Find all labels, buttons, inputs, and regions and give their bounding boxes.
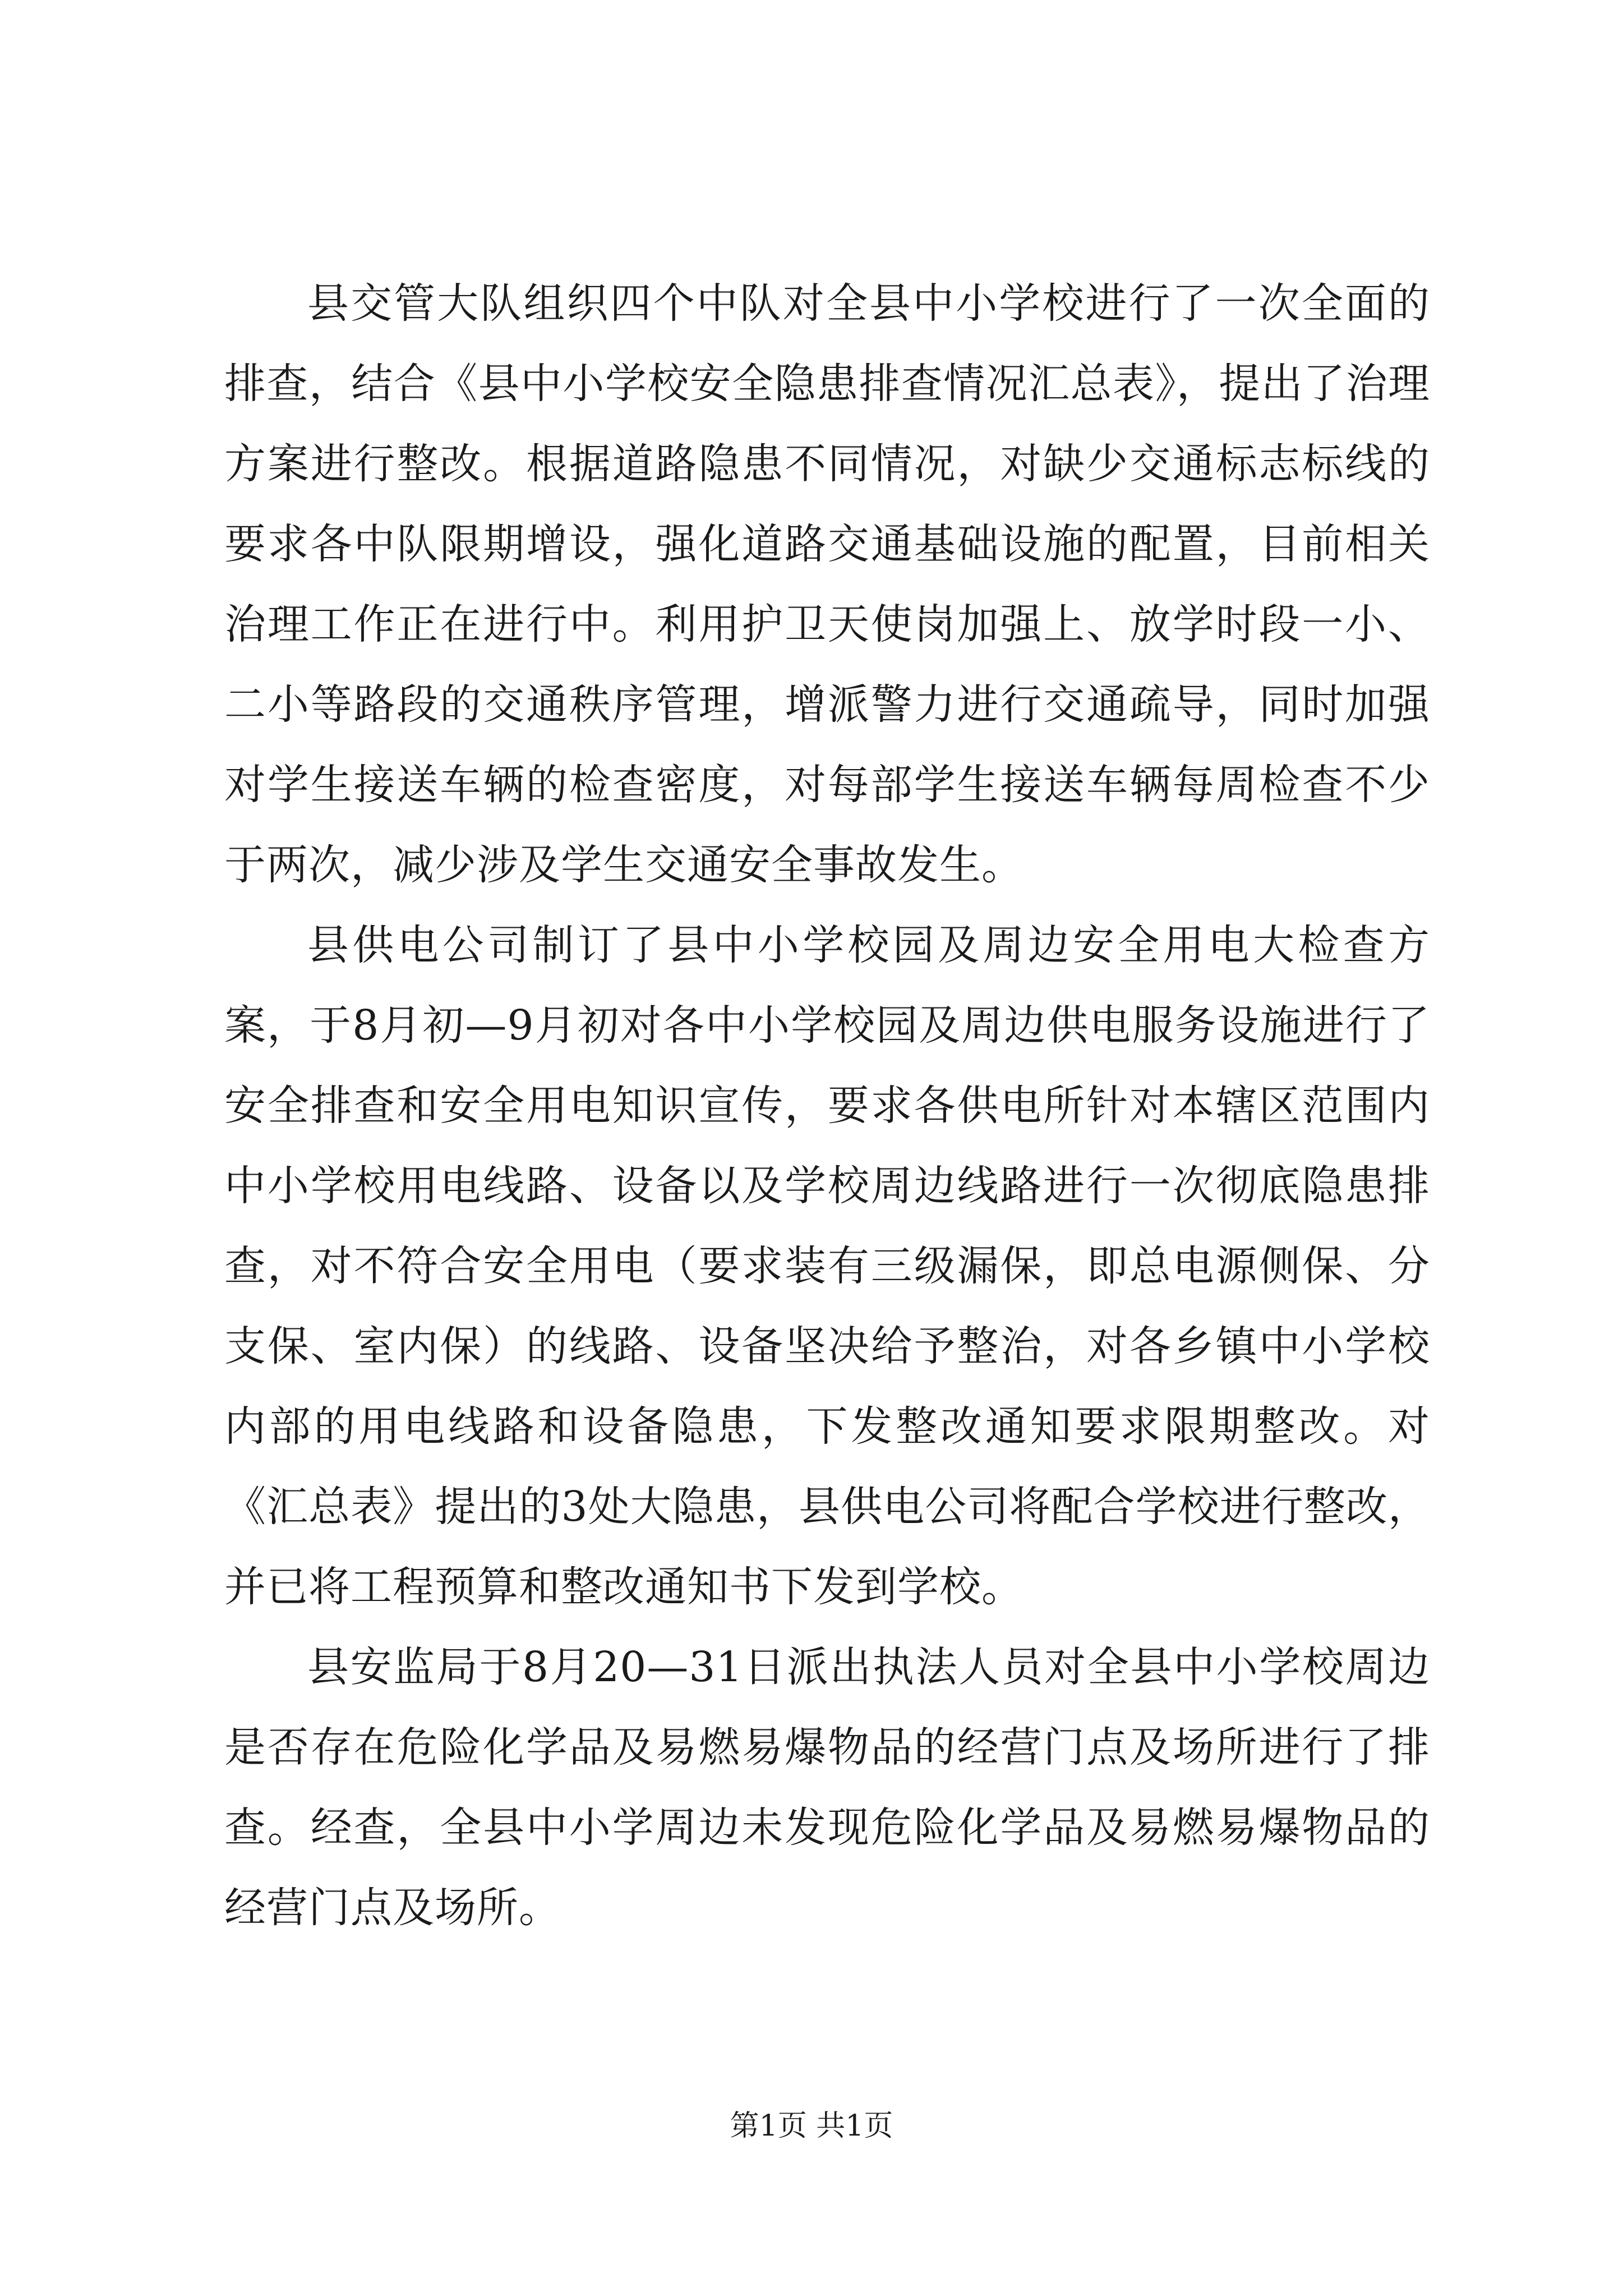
paragraph-power-supply: 县供电公司制订了县中小学校园及周边安全用电大检查方案，于8月初—9月初对各中小学校园及周边供电服务设施进行了安全排查和安全用电知识宣传，要求各供电所针对本辖区范围内中小学校用电线路、设备以及学校周边线路进行一次彻底隐患排查，对不符合安全用电（要求装有三级漏保，即总电源侧保、分支保、室内保）的线路、设备坚决给予整治，对各乡镇中小学校内部的用电线路和设备隐患，下发整改通知要求限期整改。对《汇总表》提出的3处大隐患，县供电公司将配合学校进行整改，并已将工程预算和整改通知书下发到学校。 — [224, 921, 1430, 1611]
document-body — [224, 264, 1430, 1948]
page-footer: 第1页 共1页 — [730, 2109, 893, 2143]
paragraph-safety-supervision: 县安监局于8月20—31日派出执法人员对全县中小学校周边是否存在危险化学品及易燃易爆物品的经营门点及场所进行了排查。经查，全县中小学周边未发现危险化学品及易燃易爆物品的经营门点及场所。 — [224, 1643, 1430, 1932]
paragraph-traffic: 县交管大队组织四个中队对全县中小学校进行了一次全面的排查，结合《县中小学校安全隐患排查情况汇总表》，提出了治理方案进行整改。根据道路隐患不同情况，对缺少交通标志标线的要求各中队限期增设，强化道路交通基础设施的配置，目前相关治理工作正在进行中。利用护卫天使岗加强上、放学时段一小、二小等路段的交通秩序管理，增派警力进行交通疏导，同时加强对学生接送车辆的检查密度，对每部学生接送车辆每周检查不少于两次，减少涉及学生交通安全事故发生。 — [224, 279, 1430, 889]
